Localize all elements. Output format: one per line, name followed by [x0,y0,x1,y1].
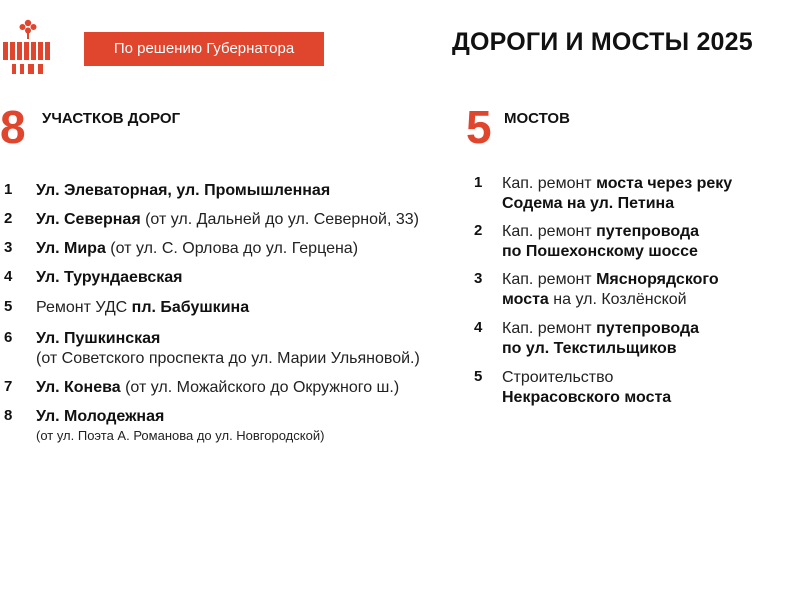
item-text: Кап. ремонт путепровода по Пошехонскому шоссе [502,223,700,260]
item-number: 4 [474,319,483,336]
item-number: 3 [474,270,483,287]
roads-section-label: УЧАСТКОВ ДОРОГ [42,110,181,127]
item-number: 8 [4,407,13,424]
item-text: Ул. Молодежная (от ул. Поэта А. Романова до ул. Новгородской) [36,408,325,443]
item-text: Кап. ремонт моста через реку Содема на ул. Петина [502,175,733,212]
item-number: 2 [4,210,13,227]
vologda-1147-logo-icon [0,18,56,76]
item-text: Ремонт УДС пл. Бабушкина [36,299,250,316]
item-number: 7 [4,378,13,395]
item-number: 5 [4,298,13,315]
item-text: Строительство Некрасовского моста [502,369,672,406]
bridges-section-label: МОСТОВ [504,110,570,127]
item-text: Ул. Северная (от ул. Дальней до ул. Северной, 33) [36,211,419,228]
item-text: Ул. Конева (от ул. Можайского до Окружного ш.) [36,379,400,396]
item-text: Ул. Турундаевская [36,269,183,286]
item-number: 4 [4,268,13,285]
item-text: Ул. Пушкинская (от Советского проспекта до ул. Марии Ульяновой.) [36,330,420,367]
item-number: 5 [474,368,483,385]
item-text: Кап. ремонт Мяснорядского моста на ул. Козлёнской [502,271,719,308]
item-number: 1 [474,174,483,191]
item-text: Кап. ремонт путепровода по ул. Текстильщиков [502,320,700,357]
item-number: 2 [474,222,483,239]
page-title: ДОРОГИ И МОСТЫ 2025 [452,28,753,56]
item-text: Ул. Мира (от ул. С. Орлова до ул. Герцена) [36,240,359,257]
item-number: 3 [4,239,13,256]
roads-count: 8 [0,101,26,153]
item-number: 6 [4,329,13,346]
bridges-count: 5 [466,101,492,153]
governor-decision-badge: По решению Губернатора [84,32,324,66]
item-number: 1 [4,181,13,198]
item-text: Ул. Элеваторная, ул. Промышленная [36,182,331,199]
